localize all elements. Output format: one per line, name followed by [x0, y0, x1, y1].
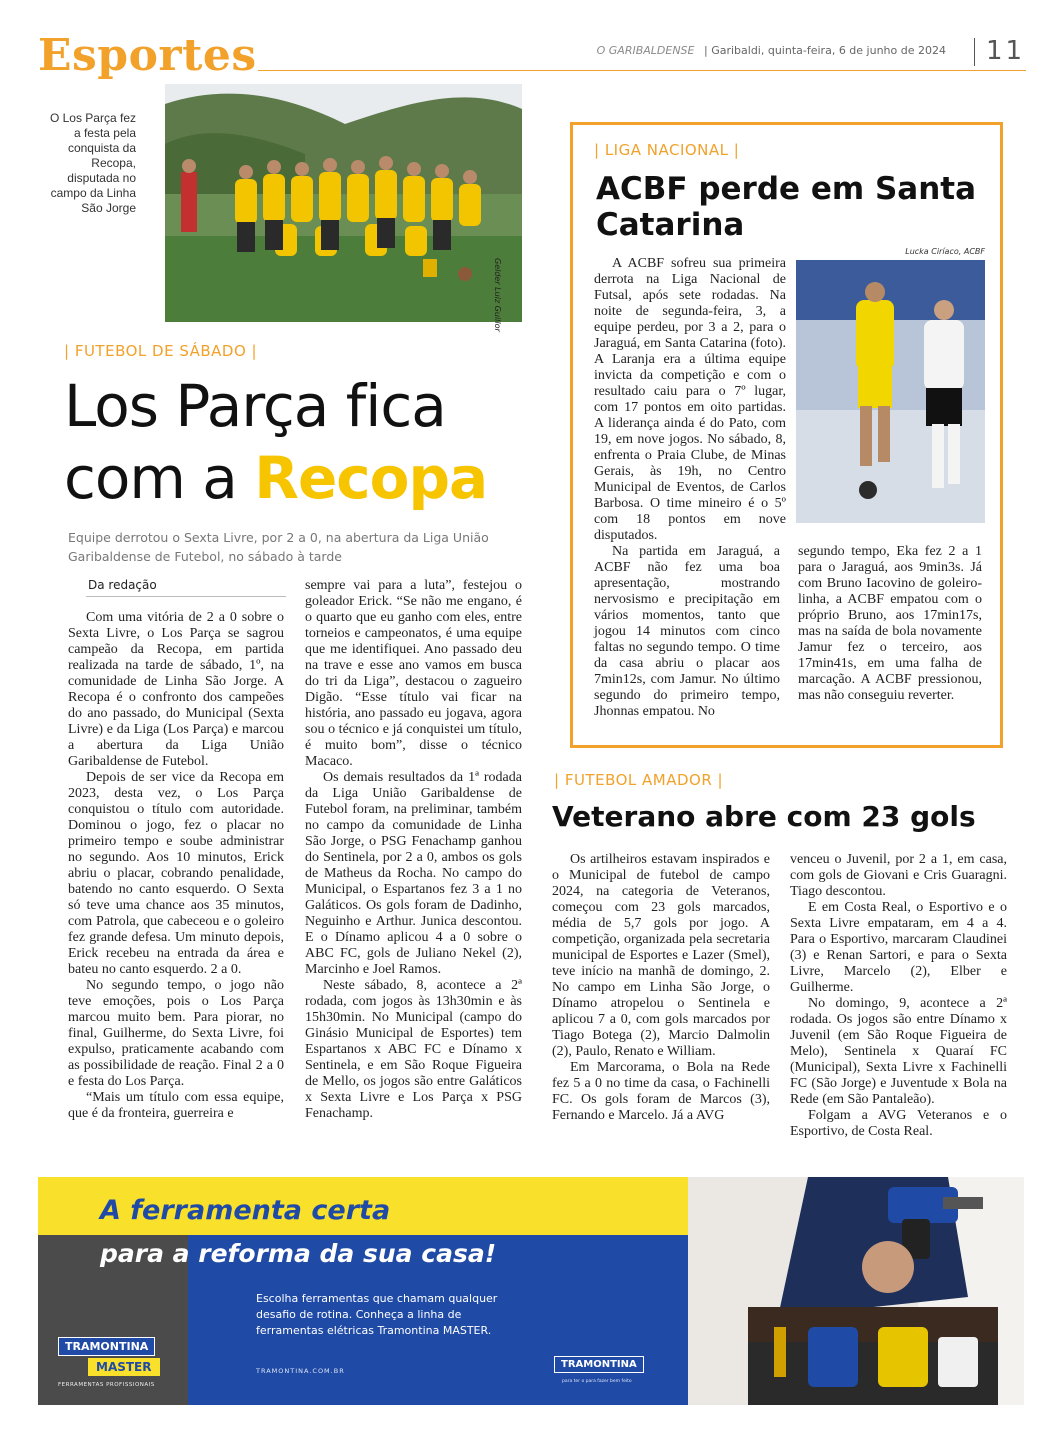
page-number-separator	[974, 38, 975, 66]
vet-headline: Veterano abre com 23 gols	[552, 800, 976, 833]
acbf-column-1-bottom	[594, 544, 780, 720]
logo-master-text: MASTER	[88, 1358, 160, 1376]
paragraph: Neste sábado, 8, acontece a 2ª rodada, com jogos às 13h30min e às 15h30min. No Municipal (campo do Ginásio Municipal de Esportes) tem Espartanos x ABC FC e Dínamo x Sentinela, e em São Roque Figueira de Mello, os jogos são entre Galáticos x Sexta Livre e Los Parça x PSG Fenachamp.	[305, 978, 522, 1121]
paragraph: Na partida em Jaraguá, a ACBF não fez uma boa apresentação, mostrando nervosismo e precipitação em vários momentos, tanto que jogou 14 minutos com cinco faltas no segundo tempo. O time da casa abriu o placar aos 7min12s, com Jamur. No último segundo do primeiro tempo, Jhonnas empatou. No	[594, 544, 780, 719]
paragraph: A ACBF sofreu sua primeira derrota na Liga Nacional de Futsal, após sete rodadas. Na noite de segunda-feira, 3, a equipe perdeu, por 3 a 2, para o Jaraguá, em Santa Catarina (foto). A Laranja era a última equipe invicta da competição e com o resultado caiu para o 7º lugar, com 17 pontos em oito partidas. A liderança ainda é do Pato, com 19, em nove jogos. No sábado, 8, enfrenta o Praia Clube, de Minas Gerais, às 19h, no Centro Municipal de Eventos, de Carlos Barbosa. O time mineiro é o 5º com 18 pontos em nove disputados.	[594, 256, 786, 543]
dateline: Garibaldi, quinta-feira, 6 de junho de 2024	[711, 44, 946, 57]
byline-rule	[86, 596, 286, 597]
logo-tramontina-text: TRAMONTINA	[58, 1337, 155, 1356]
tramontina-master-logo	[58, 1335, 158, 1388]
acbf-headline: ACBF perde em Santa Catarina	[596, 171, 977, 243]
paragraph: No domingo, 9, acontece a 2ª rodada. Os jogos são entre Dínamo x Juvenil (em São Roque Figueira de Melo), Sentinela x Quaraí FC (Municipal), Sexta Livre x Fachinelli FC (São Jorge) e Juventude x Bola na Rede (em São Pantaleão).	[790, 996, 1007, 1107]
drill-and-toolbelt-image	[688, 1177, 1024, 1405]
main-story-column-2	[305, 578, 522, 1122]
paragraph: “Mais um título com essa equipe, que é da fronteira, guerreira e	[68, 1090, 284, 1121]
main-kicker: | FUTEBOL DE SÁBADO |	[64, 342, 258, 360]
vet-column-1	[552, 852, 770, 1124]
photo-credit: Lucka Ciríaco, ACBF	[905, 247, 985, 256]
tramontina-logo: TRAMONTINA	[554, 1356, 644, 1373]
paragraph: segundo tempo, Eka fez 2 a 1 para o Jaraguá, aos 9min3s. Já com Bruno Iacovino de goleiro-linha, a ACBF empatou com o próprio Bruno, aos 17min17s, mas na saída de bola novamente Jamur fez o terceiro, aos 17min41s, em uma falha de marcação. A ACBF pressionou, mas não conseguiu reverter.	[798, 544, 982, 703]
paragraph: venceu o Juvenil, por 2 a 1, em casa, com gols de Giovani e Cris Guaragni. Tiago descontou.	[790, 852, 1007, 899]
team-celebration-image	[165, 84, 522, 322]
headline-line-1: Los Parça fica	[64, 372, 446, 440]
paragraph: Os artilheiros estavam inspirados e o Municipal de futebol de campo 2024, na categoria de Veteranos, começou com 23 gols marcados, média de 5,7 gols por jogo. A competição, organizada pela secretaria municipal de Esportes e Lazer (Smel), teve início na manhã de domingo, 2. No campo em Linha São Jorge, o Dínamo atropelou o Sentinela e aplicou 7 a 0, com gols marcados por Tiago Botega (2), Marcio Dalmolin (2), Paulo, Renato e William.	[552, 852, 770, 1059]
vet-kicker: | FUTEBOL AMADOR |	[554, 771, 724, 789]
page-number: 11	[986, 36, 1026, 66]
ad-subtitle: para a reforma da sua casa!	[100, 1239, 497, 1268]
team-celebration-photo	[165, 84, 522, 322]
paragraph: Em Marcorama, o Bola na Rede fez 5 a 0 no time da casa, o Fachinelli FC. Os gols foram de Marcos (3), Fernando e Marcelo. Já a AVG	[552, 1060, 770, 1123]
headline-highlight: Recopa	[254, 444, 488, 512]
ad-product-photo	[688, 1177, 1024, 1405]
paragraph: No segundo tempo, o jogo não teve emoções, pois o Los Parça marcou muito bem. Para piorar, no final, Guilherme, do Sexta Livre, foi expulso, praticamente acabando com as possibilidade de reação. Final 2 a 0 e festa do Los Parça.	[68, 978, 284, 1089]
paragraph: Com uma vitória de 2 a 0 sobre o Sexta Livre, o Los Parça se sagrou campeão da Recopa, em partida realizada na tarde de sábado, 1º, na comunidade de Linha São Jorge. A Recopa é o confronto dos campeões do ano passado, do Municipal (Sexta Livre) e da Liga (Los Parça) e marcou a abertura da Liga União Garibaldense de Futebol.	[68, 610, 284, 769]
ad-body-text: Escolha ferramentas que chamam qualquer desafio de rotina. Conheça a linha de ferramentas elétricas Tramontina MASTER.	[256, 1292, 498, 1337]
acbf-column-2	[798, 544, 982, 704]
main-deck: Equipe derrotou o Sexta Livre, por 2 a 0, na abertura da Liga União Garibaldense de Futebol, no sábado à tarde	[68, 530, 489, 564]
section-title: Esportes	[38, 30, 257, 81]
main-story-column-1	[68, 610, 284, 1122]
vet-column-2	[790, 852, 1007, 1140]
paragraph: Os demais resultados da 1ª rodada da Liga União Garibaldense de Futebol foram, na preliminar, também no campo da comunidade de Linha São Jorge, o PSG Fenachamp ganhou do Sentinela, por 2 a 0, ambos os gols de Matheus da Rocha. No campo do Municipal, o Espartanos fez 3 a 1 no Galáticos. Os gols foram de Dadinho, Neguinho e Arthur. Junica descontou. E o Dínamo aplicou 4 a 0 sobre o ABC FC, gols de Juliano Nekel (2), Marcinho e Joel Ramos.	[305, 770, 522, 977]
headline-line-2	[64, 442, 544, 514]
paragraph: Depois de ser vice da Recopa em 2023, desta vez, o Los Parça conquistou o título com autoridade. Dominou o jogo, fez o placar no primeiro tempo e soube administrar no segundo. Aos 10 minutos, Erick abriu o placar, cobrando penalidade, batendo no canto esquerdo. O Sexta só teve uma chance aos 35 minutos, com Patrola, que cabeceou e o goleiro fez grande defesa. Um minuto depois, Erick recebeu na entrada da área e bateu no canto esquerdo. 2 a 0.	[68, 770, 284, 977]
header-dateline-block	[597, 44, 946, 57]
tramontina-tagline: para ter o para fazer bem feito	[562, 1379, 632, 1384]
header-rule	[258, 70, 1026, 71]
ad-title: A ferramenta certa	[100, 1195, 391, 1226]
main-headline	[64, 370, 544, 514]
paragraph: E em Costa Real, o Esportivo e o Sexta Livre empataram, em 4 a 4. Para o Esportivo, marcaram Claudinei (3) e Renan Sartori, e para o Sexta Livre, Marcelo (2), Elber e Guilherme.	[790, 900, 1007, 995]
logo-subtitle: FERRAMENTAS PROFISSIONAIS	[58, 1382, 155, 1388]
acbf-kicker: | LIGA NACIONAL |	[594, 141, 740, 159]
paragraph: sempre vai para a luta”, festejou o goleador Erick. “Se não me engano, é o quarto que eu ganho com eles, entre torneios e campeonatos, é uma equipe que me identifiquei. Ano passado deu na trave e esse ano vamos em busca do tri da Liga”, destacou o zagueiro Digão. “Esse título vai ficar na história, ano passado eu jogava, agora sou o técnico e já conquistei um título, é muito bom”, disse o técnico Macaco.	[305, 578, 522, 769]
photo-credit: Gelder Luiz Guillor	[493, 258, 502, 332]
publication-name: O GARIBALDENSE	[596, 44, 695, 57]
futsal-match-image	[796, 260, 985, 523]
headline-line-2-prefix: com a	[64, 444, 255, 512]
futsal-match-photo	[796, 260, 985, 523]
separator-bar: |	[703, 44, 708, 57]
tramontina-advertisement[interactable]	[38, 1177, 1024, 1405]
acbf-column-1-top	[594, 256, 786, 544]
ad-url[interactable]: TRAMONTINA.COM.BR	[256, 1367, 345, 1375]
byline: Da redação	[88, 578, 157, 592]
photo-caption: O Los Parça fez a festa pela conquista da Recopa, disputada no campo da Linha São Jorge	[49, 111, 136, 215]
paragraph: Folgam a AVG Veteranos e o Esportivo, de Costa Real.	[790, 1108, 1007, 1139]
